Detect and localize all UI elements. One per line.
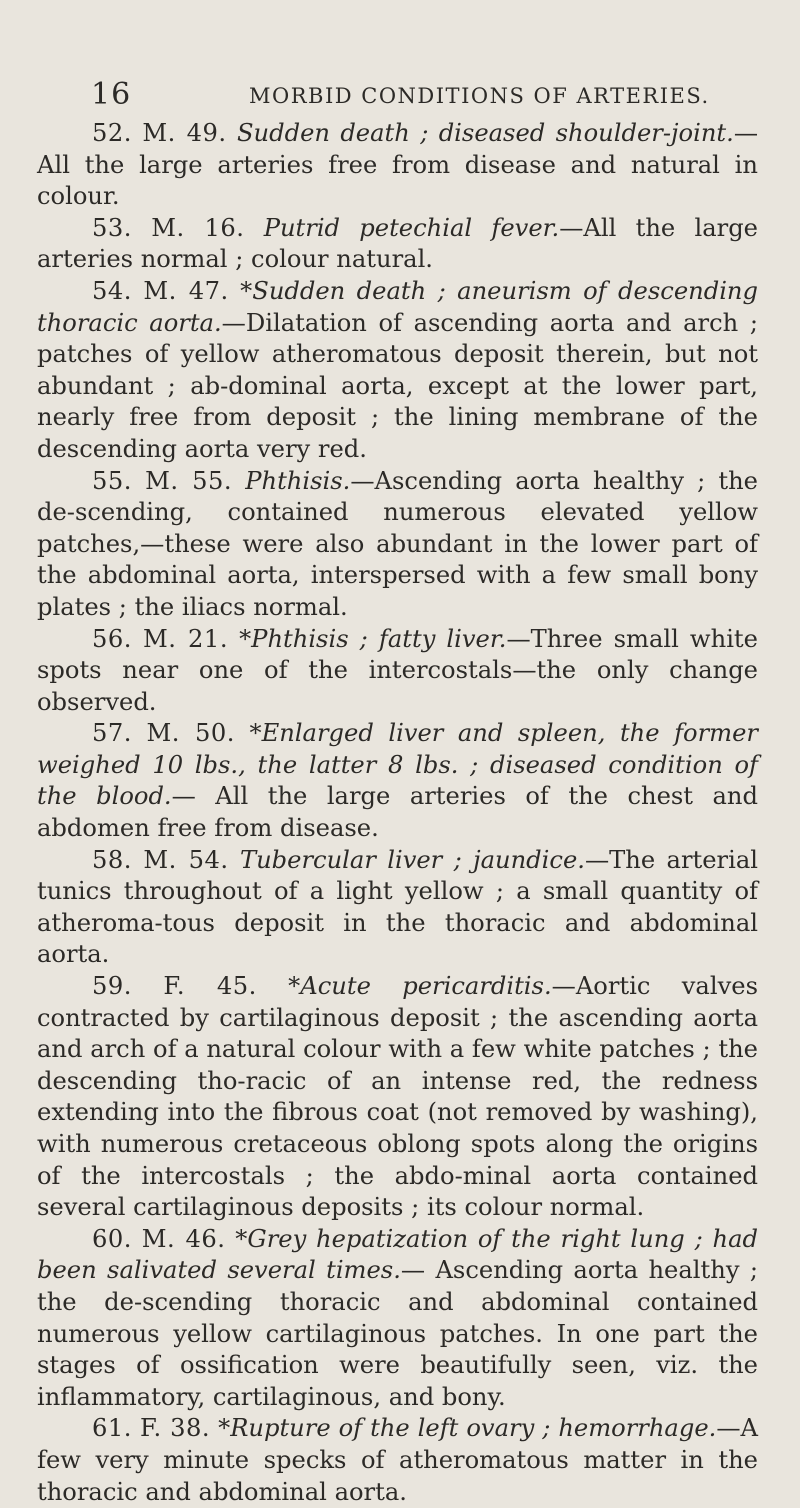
entry-number: 60. xyxy=(92,1224,132,1253)
case-entry-58 xyxy=(37,845,758,971)
diagnosis: *Sudden death ; aneurism of descending thoracic aorta. xyxy=(37,276,758,337)
diagnosis: Tubercular liver ; jaundice. xyxy=(239,845,585,874)
case-sex-age: M. 50. xyxy=(146,719,235,748)
running-title: MORBID CONDITIONS OF ARTERIES. xyxy=(249,84,710,108)
diagnosis: *Acute pericarditis. xyxy=(288,972,552,1001)
entry-number: 56. xyxy=(92,624,132,653)
findings: — Ascending aorta healthy ; the de-scending thoracic and abdominal contained numerous yellow cartilaginous patches. In one part the stages of ossification were beautifully seen, viz. the inflammatory, cartilaginous, and bony. xyxy=(37,1256,758,1411)
entry-number: 58. xyxy=(92,845,132,874)
diagnosis: *Grey hepatization of the right lung ; had been salivated several times. xyxy=(37,1224,758,1285)
running-head xyxy=(91,78,760,112)
diagnosis: *Enlarged liver and spleen, the former weighed 10 lbs., the latter 8 lbs. ; diseased condition of the blood. xyxy=(37,719,758,811)
case-entry-56 xyxy=(37,624,758,719)
case-entry-55 xyxy=(37,466,758,624)
findings: —Three small white spots near one of the intercostals—the only change observed. xyxy=(37,624,758,716)
case-entry-57 xyxy=(37,718,758,844)
case-sex-age: M. 54. xyxy=(143,845,229,874)
findings: — All the large arteries of the chest and abdomen free from disease. xyxy=(37,782,758,843)
case-sex-age: M. 46. xyxy=(141,1224,226,1253)
findings: —Dilatation of ascending aorta and arch ; patches of yellow atheromatous deposit therein, but not abundant ; ab-dominal aorta, except at the lower part, nearly free from deposit ; the lining membrane of the descending aorta very red. xyxy=(37,308,759,463)
page-number: 16 xyxy=(91,77,132,112)
entry-number: 57. xyxy=(92,719,132,748)
case-entry-59 xyxy=(37,971,758,1224)
case-sex-age: M. 16. xyxy=(151,213,245,242)
findings: — All the large arteries free from disease and natural in colour. xyxy=(37,119,758,211)
findings: —All the large arteries normal ; colour natural. xyxy=(37,213,758,274)
case-entry-53 xyxy=(37,213,758,276)
diagnosis: *Rupture of the left ovary ; hemorrhage. xyxy=(218,1414,717,1443)
case-entry-60 xyxy=(37,1224,758,1414)
case-entry-52 xyxy=(37,118,758,213)
entry-number: 52. xyxy=(92,119,132,147)
case-sex-age: M. 55. xyxy=(145,466,233,495)
findings: —The arterial tunics throughout of a light yellow ; a small quantity of atheroma-tous deposit in the thoracic and abdominal aorta. xyxy=(37,845,758,969)
body-text xyxy=(37,118,758,1508)
entry-number: 61. xyxy=(92,1414,132,1443)
case-sex-age: M. 21. xyxy=(143,624,229,653)
findings: —A few very minute specks of atheromatous matter in the thoracic and abdominal aorta. xyxy=(37,1414,758,1506)
case-sex-age: F. 45. xyxy=(163,972,257,1001)
findings: —Aortic valves contracted by cartilaginous deposit ; the ascending aorta and arch of a natural colour with a few white patches ; the descending tho-racic of an intense red, the redness extending into the fibrous coat (not removed by washing), with numerous cretaceous oblong spots along the origins of the intercostals ; the abdo-minal aorta contained several cartilaginous deposits ; its colour normal. xyxy=(37,972,758,1222)
entry-number: 54. xyxy=(92,276,132,305)
diagnosis: Putrid petechial fever. xyxy=(263,213,560,242)
findings: —Ascending aorta healthy ; the de-scending, contained numerous elevated yellow patches,—these were also abundant in the lower part of the abdominal aorta, interspersed with a few small bony plates ; the iliacs normal. xyxy=(37,466,758,621)
case-sex-age: M. 47. xyxy=(143,276,229,305)
diagnosis: *Phthisis ; fatty liver. xyxy=(239,624,507,653)
entry-number: 59. xyxy=(92,972,132,1001)
case-sex-age: M. 49. xyxy=(142,119,227,147)
case-entry-54 xyxy=(37,276,758,466)
case-sex-age: F. 38. xyxy=(139,1414,211,1443)
entry-number: 53. xyxy=(92,213,132,242)
diagnosis: Phthisis. xyxy=(245,466,351,495)
entry-number: 55. xyxy=(92,466,132,495)
diagnosis: Sudden death ; diseased shoulder-joint. xyxy=(236,119,734,147)
case-entry-61 xyxy=(37,1413,758,1508)
